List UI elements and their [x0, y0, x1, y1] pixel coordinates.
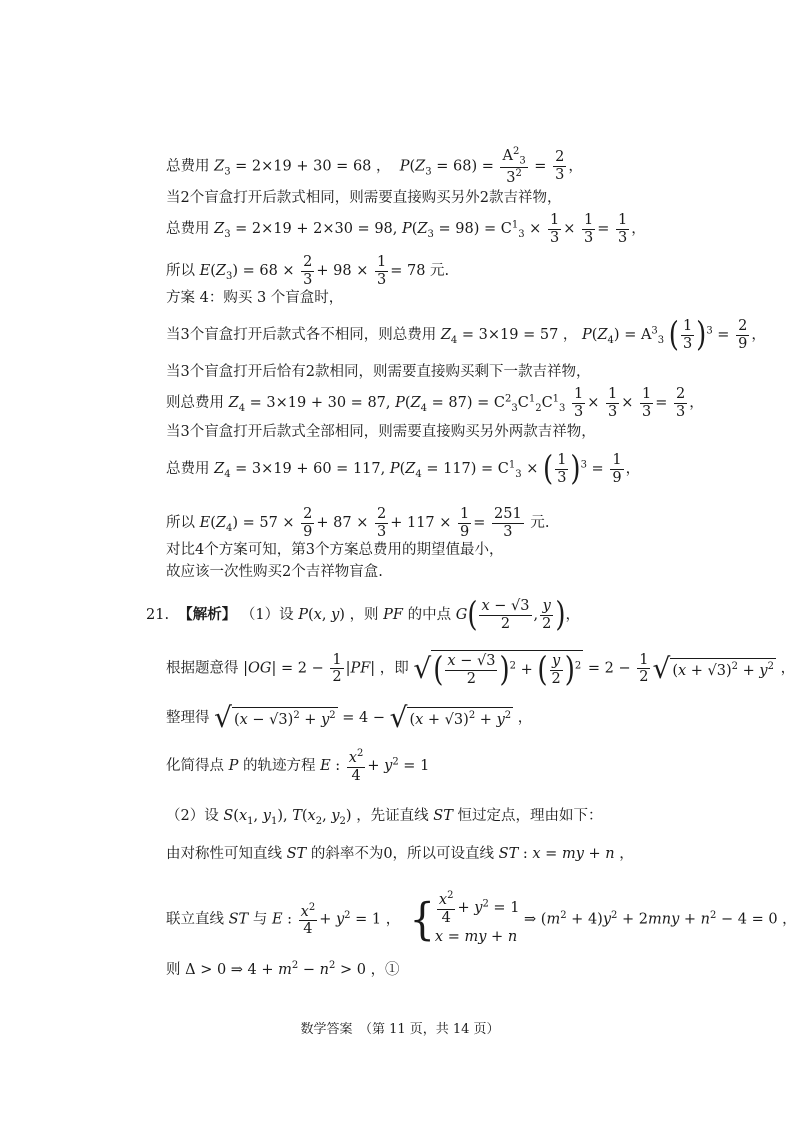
line-discriminant: 则 Δ > 0 ⇒ $4 + m^2 - n^2 > 0$ ，① [166, 960, 400, 978]
line-part2: （2）设 $S(x_1$, $y_1$), $T(x_2$, $y_2$) ，先证直线 ST 恒过定点，理由如下： [166, 808, 603, 827]
line-og-condition: 根据题意得 |OG| = 2 − $\frac{1}{2}$ |PF| ，即 √( $\frac{x - √3}{2}$ )$^2$ + ( $\frac{y}{2}$ )$^2$ = 2 − $\frac{1}{2}$ √ $(x + √3)^2 + y^2$ ， [166, 650, 796, 690]
line-plan4: 方案 4：购买 3 个盲盒时， [166, 290, 344, 306]
line-symmetry: 由对称性可知直线 ST 的斜率不为0，所以可设直线 ST : x = my + n ， [166, 846, 634, 862]
line-locus-equation: 化简得点 P 的轨迹方程 E : $\frac{x^2}{4}$ + $y^2 = 1$ [166, 748, 430, 784]
line-expectation-z4: 所以 $E(Z_4) = 57$ × $\frac{2}{9}$ + 87 × $\frac{2}{3}$ + 117 × $\frac{1}{9}$ = $\frac{251}{3}$ 元. [166, 506, 550, 540]
page-footer: 数学答案 （第 11 页，共 14 页） [300, 1022, 500, 1037]
line-rearranged: 整理得 √ $(x - √3)^2 + y^2 = 4$ − √ $(x + √3)^2 + y^2$ ， [166, 701, 533, 734]
line-all-same: 当3个盲盒打开后款式全部相同，则需要直接购买另外两款吉祥物， [166, 424, 596, 440]
line-two-same: 当2个盲盒打开后款式相同，则需要直接购买另外2款吉祥物， [166, 190, 562, 206]
line-expectation-z3: 所以 $E(Z_3) = 68$ × $\frac{2}{3}$ + 98 × $\frac{1}{3}$ = 78 元. [166, 254, 450, 288]
line-z4-cost-57: 当3个盲盒打开后款式各不相同，则总费用 $Z_4 = 3\times 19 = 57$ ， $P(Z_4) = A^3_3$ ( $\frac{1}{3}$ )$^3$ = $\frac{2}{9}$ ， [166, 315, 766, 355]
line-conclusion: 故应该一次性购买2个吉祥物盲盒. [166, 564, 383, 580]
line-z3-cost-68: 总费用 $Z_3 = 2\times 19 + 30 = 68$ ， $P(Z_3 = 68)$ = $\frac{A^2_3}{3^2}$ = $\frac{2}{3}$ ， [166, 146, 583, 187]
line-z4-cost-87: 则总费用 $Z_4 = 3\times 19 + 30 = 87$, $P(Z_4 = 87) = C^2_3C^1_2C^1_3$ $\frac{1}{3}$ × $\frac{1}{3}$ × $\frac{1}{3}$ = $\frac{2}{3}$ ， [166, 386, 704, 420]
line-z4-cost-117: 总费用 $Z_4 = 3\times 19 + 60 = 117$, $P(Z_4 = 117) = C^1_3$ × ( $\frac{1}{3}$ )$^3$ = $\frac{1}{9}$ ， [166, 449, 641, 489]
line-comparison: 对比4个方案可知，第3个方案总费用的期望值最小， [166, 542, 504, 558]
line-q21-part1: 21. 【解析】 （1）设 P(x, y) ，则 PF 的中点 G( $\frac{x - √3}{2}$ , $\frac{y}{2}$ )， [146, 595, 580, 635]
line-z3-cost-98: 总费用 $Z_3 = 2\times 19 + 2\times 30 = 98$, $P(Z_3 = 98) = C^1_3$ × $\frac{1}{3}$ × $\frac{1}{3}$ = $\frac{1}{3}$ ， [166, 212, 646, 246]
line-system: 联立直线 ST 与 E : $\frac{x^2}{4}$ + $y^2 = 1$ ， { $\frac{x^2}{4}$ + $y^2 = 1$ x = my + n ⇒ $(m^2 + 4)y^2 + 2mny + n^2 - 4 = 0$ ， [166, 890, 797, 946]
line-two-same-of-three: 当3个盲盒打开后恰有2款相同，则需要直接购买剩下一款吉祥物， [166, 364, 591, 380]
